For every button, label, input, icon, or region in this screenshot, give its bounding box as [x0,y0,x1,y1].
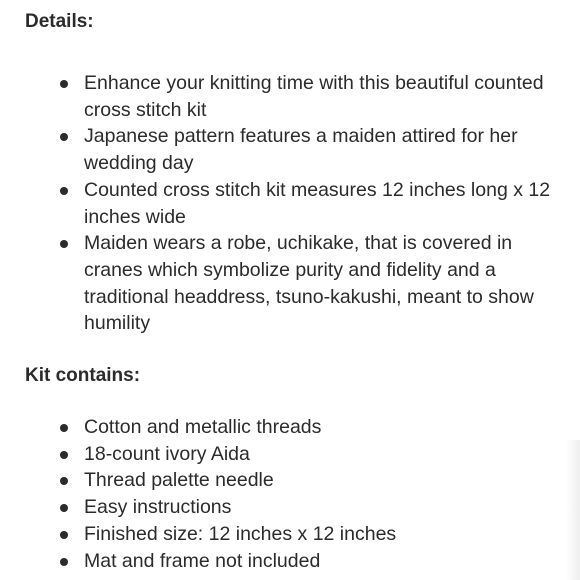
bullet-icon [60,240,68,248]
list-item-text: Finished size: 12 inches x 12 inches [84,522,397,545]
kit-contents-list [25,414,564,574]
list-item-text: Cotton and metallic threads [84,416,322,439]
bullet-icon [60,80,68,88]
list-item [25,414,564,441]
list-item-text: Enhance your knitting time with this beautiful counted cross stitch kit [84,72,544,121]
list-item-text: Thread palette needle [84,469,274,492]
bullet-icon [60,477,68,485]
list-item [25,123,564,176]
kit-contents-section [25,362,564,574]
bullet-icon [60,424,68,432]
bullet-icon [60,451,68,459]
list-item [25,494,564,521]
bullet-icon [60,133,68,141]
details-heading: Details: [25,11,94,32]
details-list [25,70,564,337]
list-item [25,441,564,468]
list-item-text: Mat and frame not included [84,549,321,572]
kit-contents-heading: Kit contains: [25,365,141,387]
list-item-text: 18-count ivory Aida [84,442,250,465]
list-item [25,177,564,230]
list-item-text: Japanese pattern features a maiden attired for her wedding day [84,125,518,175]
list-item [25,548,564,575]
list-item [25,70,564,123]
bullet-icon [60,531,68,539]
list-item [25,467,564,494]
list-item [25,230,564,337]
list-item-text: Counted cross stitch kit measures 12 inches long x 12 inches wide [84,178,551,228]
details-section [25,8,564,337]
bullet-icon [60,504,68,512]
bullet-icon [60,558,68,566]
list-item-text: Easy instructions [84,496,232,519]
list-item-text: Maiden wears a robe, uchikake, that is covered in cranes which symbolize purity and fidelity and a traditional headdress, tsuno-kakushi, meant to show humility [84,232,534,335]
list-item [25,521,564,548]
bullet-icon [60,187,68,195]
right-edge-shadow [566,440,580,580]
